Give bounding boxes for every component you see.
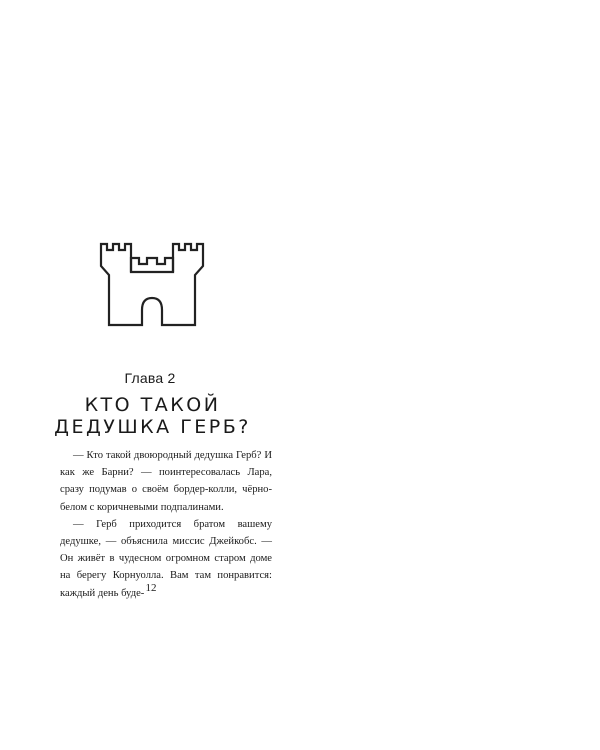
paragraph: — Кто такой двоюродный дедушка Герб? И как же Барни? — поинтересовалась Лара, сразу подумав о своём бордер-колли, чёрно-белом с коричневыми подпалинами. bbox=[60, 450, 272, 513]
castle-icon bbox=[92, 236, 212, 328]
chapter-title-line-2: ДЕДУШКА ГЕРБ? bbox=[54, 416, 251, 438]
chapter-label: Глава 2 bbox=[124, 370, 176, 386]
right-page bbox=[300, 0, 600, 750]
left-page-body-text bbox=[60, 447, 272, 602]
chapter-title-line-1: КТО ТАКОЙ bbox=[84, 394, 221, 416]
paragraph: — Герб приходится братом вашему дедушке, — объяснила миссис Джейкобс. — Он живёт в чудесном огромном старом доме на берегу Корнуолла. Вам там понравится: каждый день буде- bbox=[60, 518, 272, 599]
page-number-left: 12 bbox=[145, 582, 157, 594]
chapter-title bbox=[40, 394, 265, 438]
